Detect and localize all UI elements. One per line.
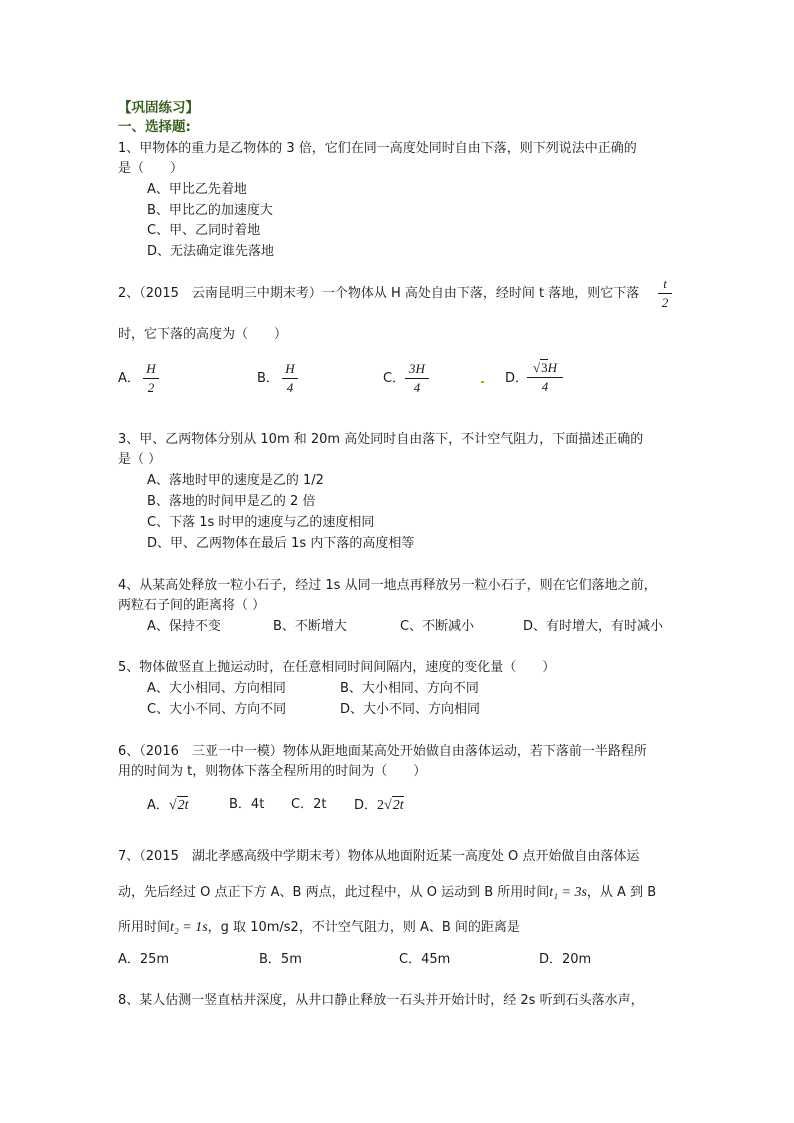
q7-stem-line2: 动，先后经过 O 点正下方 A、B 两点，此过程中，从 O 运动到 B 所用时间t₁ = 3s，从 A 到 B [118,885,657,900]
q2-option-b-fraction: H 4 [282,361,298,396]
q7-option-b: B．5m [259,952,302,967]
q3-option-b: B、落地的时间甲是乙的 2 倍 [147,494,316,509]
q4-option-d: D、有时增大，有时减小 [523,619,664,634]
q3-option-d: D、甲、乙两物体在最后 1s 内下落的高度相等 [147,536,415,551]
q3-option-a: A、落地时甲的速度是乙的 1/2 [147,473,324,488]
q7-option-a: A．25m [118,952,170,967]
q5-stem-line1: 5、物体做竖直上抛运动时，在任意相同时间间隔内，速度的变化量（ ） [118,660,556,675]
q1-stem-line2: 是（ ） [118,161,184,176]
q7-stem-line3: 所用时间t₂ = 1s，g 取 10m/s2，不计空气阻力，则 A、B 间的距离是 [118,920,520,935]
q6-option-b: B．4t [229,797,265,812]
q1-stem-line1: 1、甲物体的重力是乙物体的 3 倍，它们在同一高度处同时自由下落，则下列说法中正确的 [118,141,637,156]
q6-stem-line1: 6、（2016 三亚一中一模）物体从距地面某高处开始做自由落体运动，若下落前一半路程所 [118,744,647,759]
q2-stem-line2: 时，它下落的高度为（ ） [118,327,288,342]
q5-option-b: B、大小相同、方向不同 [340,681,479,696]
q6-option-c: C．2t [291,797,327,812]
q4-option-a: A、保持不变 [147,619,221,634]
q4-option-c: C、不断减小 [400,619,475,634]
q4-stem-line1: 4、从某高处释放一粒小石子，经过 1s 从同一地点再释放另一粒小石子，则在它们落地之前， [118,578,657,593]
q2-option-c-label: C． [383,371,406,386]
q4-option-b: B、不断增大 [273,619,347,634]
q3-stem-line2: 是（ ） [118,452,162,467]
stray-mark [481,381,484,383]
q1-option-d: D、无法确定谁先落地 [147,244,275,259]
q8-stem-line1: 8、某人估测一竖直枯井深度，从井口静止释放一石头并开始计时，经 2s 听到石头落水声， [118,993,644,1008]
q5-option-a: A、大小相同、方向相同 [147,681,286,696]
q6-option-d: D．2√2t [354,798,404,813]
q1-option-a: A、甲比乙先着地 [147,182,247,197]
q6-option-a: A．√2t [147,798,189,813]
q2-option-d-label: D． [505,371,529,386]
q2-stem-line1: 2、（2015 云南昆明三中期末考）一个物体从 H 高处自由下落，经时间 t 落地，则它下落 [118,286,640,301]
q2-option-b-label: B． [257,371,279,386]
q1-option-b: B、甲比乙的加速度大 [147,203,273,218]
q2-option-d-fraction: √3H 4 [527,359,563,395]
q5-option-c: C、大小不同、方向不同 [147,702,287,717]
q6-stem-line2: 用的时间为 t，则物体下落全程所用的时间为（ ） [118,764,427,779]
part-title: 一、选择题: [118,119,191,135]
q7-option-d: D．20m [539,952,592,967]
q3-stem-line1: 3、甲、乙两物体分别从 10m 和 20m 高处同时自由落下，不计空气阻力，下面描述正确的 [118,432,644,447]
q3-option-c: C、下落 1s 时甲的速度与乙的速度相同 [147,515,375,530]
q2-option-c-fraction: 3H 4 [405,361,429,396]
q4-stem-line2: 两粒石子间的距离将（ ） [118,598,266,613]
q5-option-d: D、大小不同、方向相同 [340,702,481,717]
section-header: 【巩固练习】 [118,100,199,116]
q7-stem-line1: 7、（2015 湖北孝感高级中学期末考）物体从地面附近某一高度处 O 点开始做自由落体运 [118,849,640,864]
q2-fraction-t-over-2: t 2 [658,276,672,311]
q7-option-c: C．45m [399,952,451,967]
q1-option-c: C、甲、乙同时着地 [147,223,261,238]
q2-option-a-label: A． [118,371,140,386]
q2-option-a-fraction: H 2 [143,361,159,396]
